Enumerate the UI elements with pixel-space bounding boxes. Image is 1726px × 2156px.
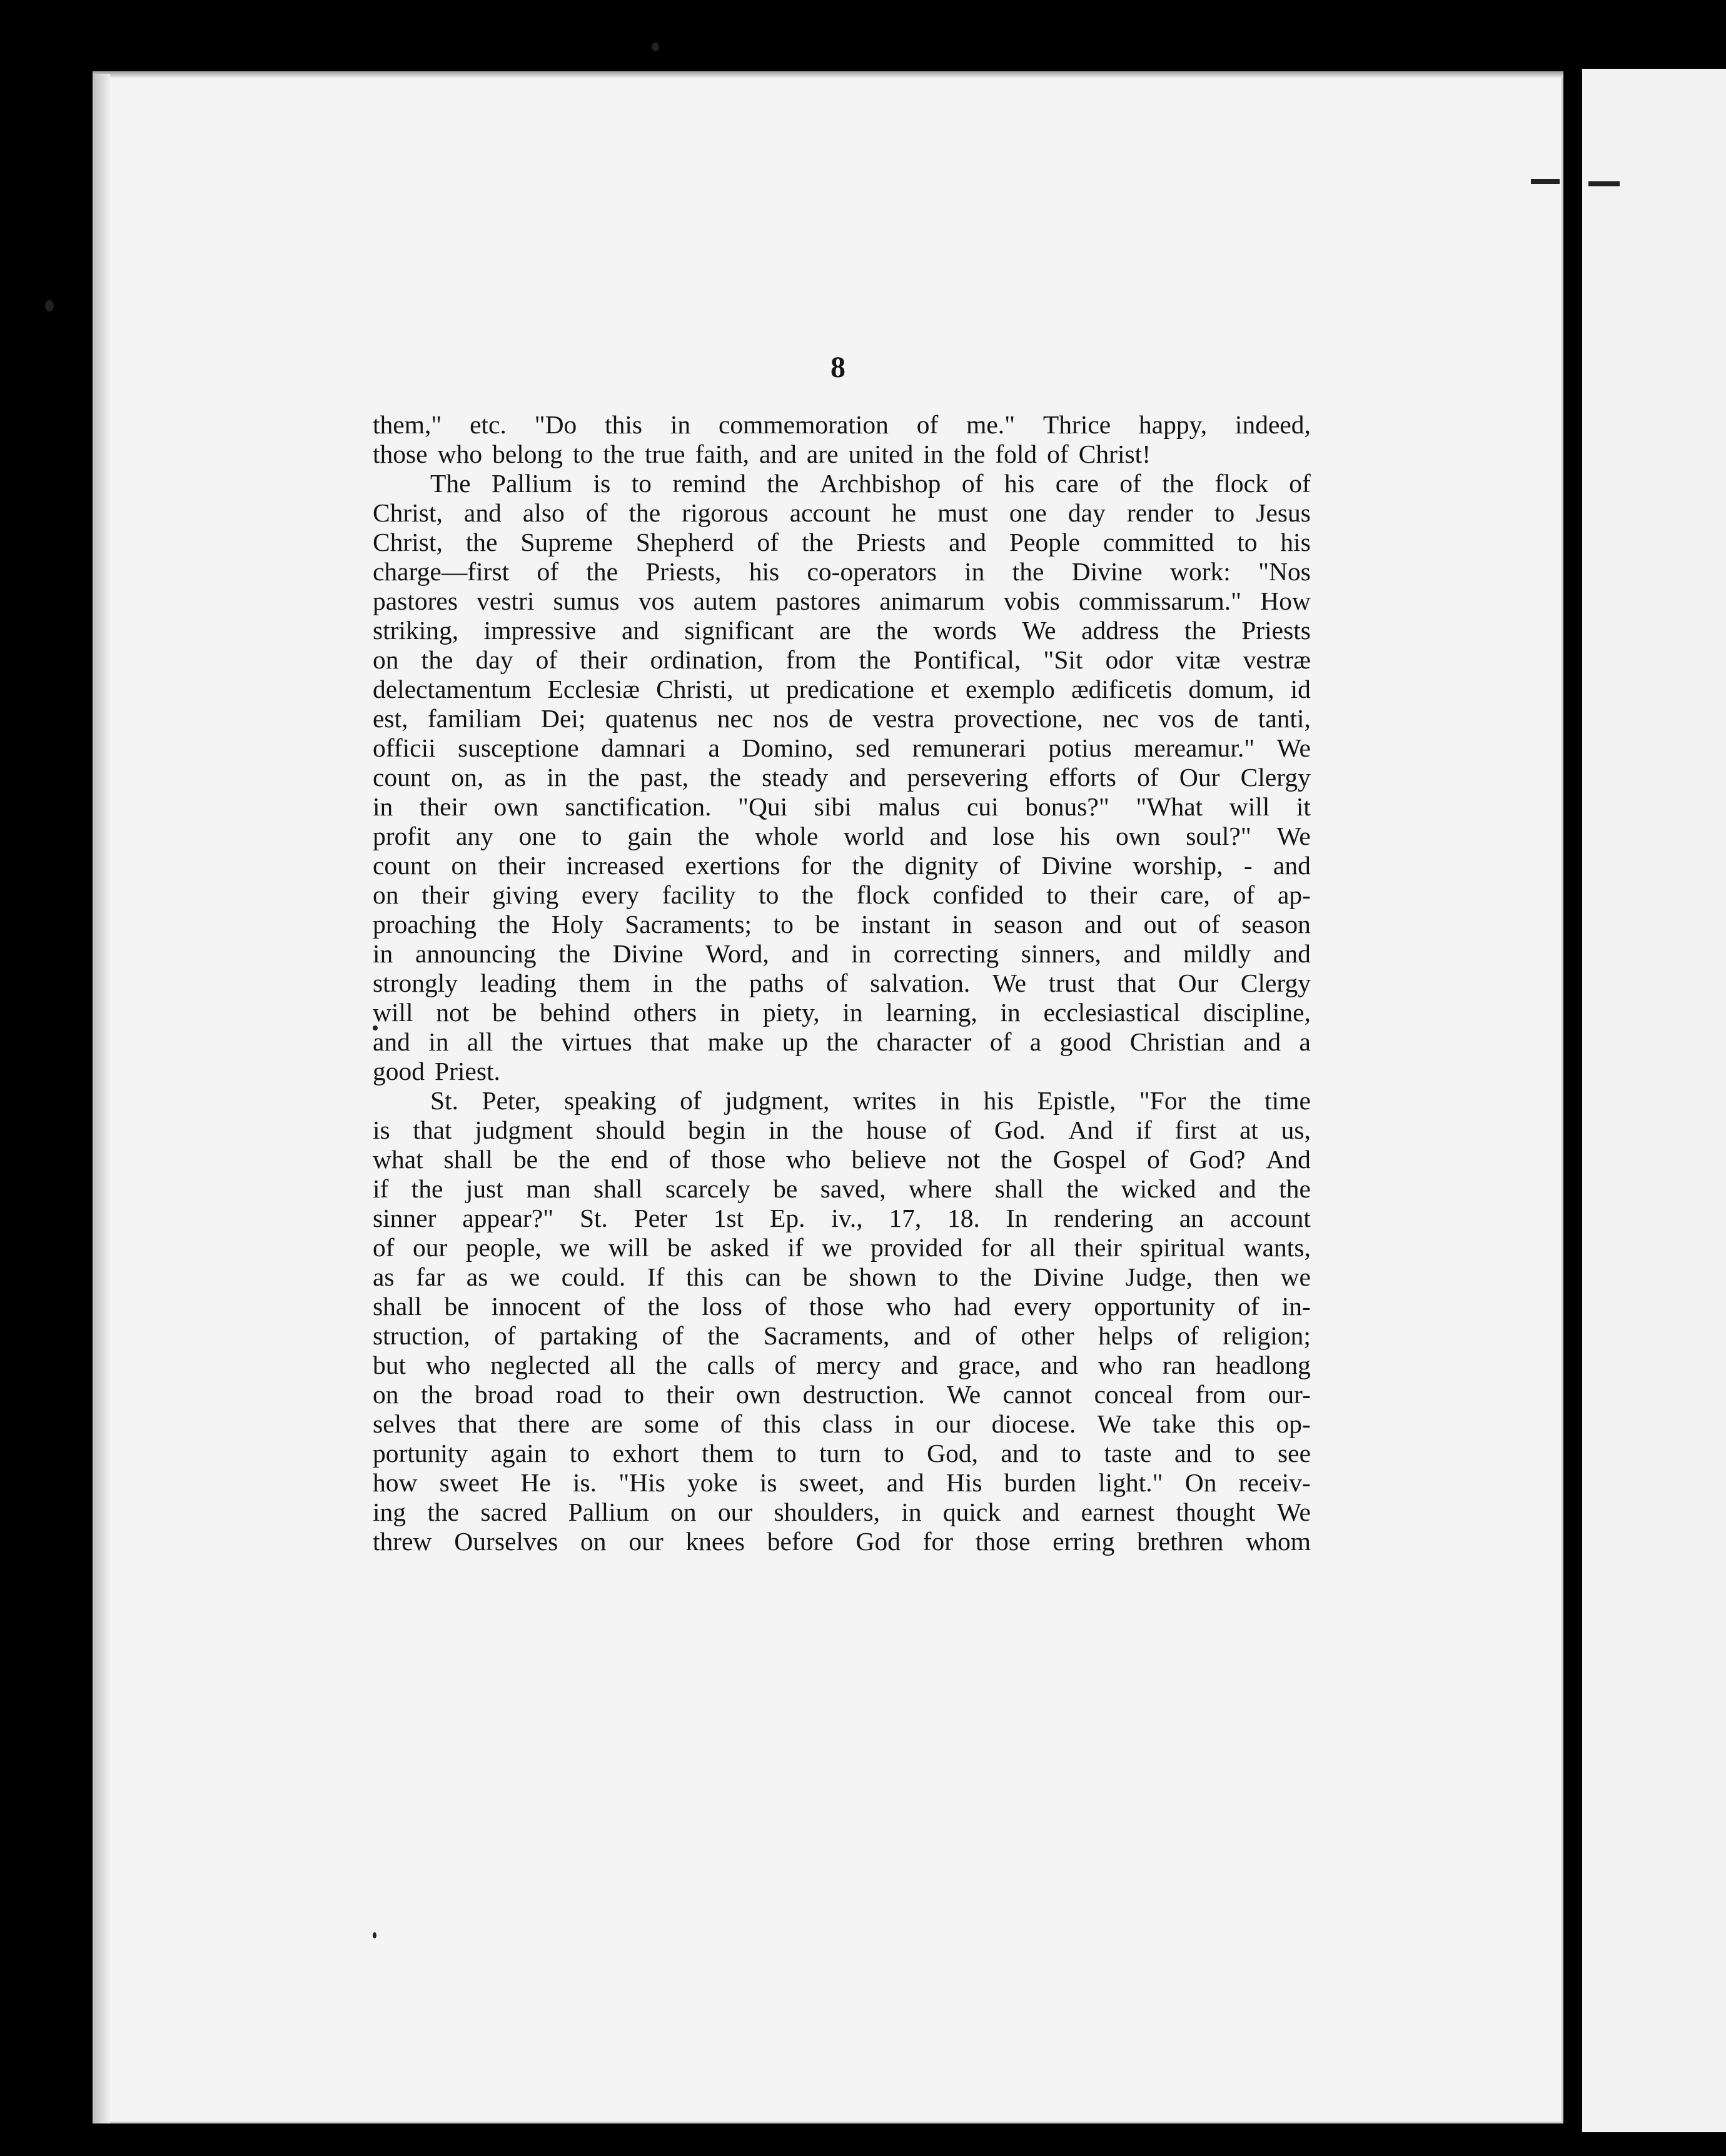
text-line: St. Peter, speaking of judgment, writes in his Epistle, "For the time bbox=[430, 1086, 1311, 1115]
text-line: those who belong to the true faith, and are united in the fold of Christ! bbox=[373, 440, 1151, 468]
scan-speck bbox=[652, 43, 659, 51]
text-line: them," etc. "Do this in commemoration of me." Thrice happy, indeed, bbox=[373, 410, 1311, 439]
text-line: est, familiam Dei; quatenus nec nos de vestra provectione, nec vos de tanti, bbox=[373, 704, 1311, 733]
adjacent-page-mark bbox=[1588, 181, 1620, 186]
page-top-edge bbox=[93, 71, 1563, 78]
text-line: portunity again to exhort them to turn to God, and to taste and to see bbox=[373, 1439, 1311, 1468]
text-line: ing the sacred Pallium on our shoulders, in quick and earnest thought We bbox=[373, 1498, 1311, 1526]
page-left-edge bbox=[93, 74, 110, 2123]
text-line: proaching the Holy Sacraments; to be instant in season and out of season bbox=[373, 910, 1311, 939]
scan-speck bbox=[373, 1932, 376, 1938]
text-line: count on their increased exertions for the dignity of Divine worship, - and bbox=[373, 851, 1311, 880]
page-edge-mark bbox=[1531, 179, 1560, 184]
page-number: 8 bbox=[830, 351, 845, 384]
text-line: what shall be the end of those who believe not the Gospel of God? And bbox=[373, 1145, 1311, 1174]
text-line: and in all the virtues that make up the character of a good Christian and a bbox=[373, 1027, 1311, 1056]
text-line: is that judgment should begin in the house of God. And if first at us, bbox=[373, 1116, 1311, 1144]
text-line: but who neglected all the calls of mercy and grace, and who ran headlong bbox=[373, 1351, 1311, 1379]
text-line: selves that there are some of this class in our diocese. We take this op- bbox=[373, 1409, 1311, 1438]
body-text bbox=[373, 410, 1311, 1556]
text-line: on the day of their ordination, from the Pontifical, "Sit odor vitæ vestræ bbox=[373, 645, 1311, 674]
text-line: in announcing the Divine Word, and in correcting sinners, and mildly and bbox=[373, 939, 1311, 968]
text-line: pastores vestri sumus vos autem pastores animarum vobis commissarum." How bbox=[373, 587, 1311, 615]
text-line: Christ, the Supreme Shepherd of the Priests and People committed to his bbox=[373, 528, 1311, 557]
text-line: if the just man shall scarcely be saved, where shall the wicked and the bbox=[373, 1174, 1311, 1203]
text-line: how sweet He is. "His yoke is sweet, and His burden light." On receiv- bbox=[373, 1468, 1311, 1497]
text-line: shall be innocent of the loss of those who had every opportunity of in- bbox=[373, 1292, 1311, 1321]
text-line: The Pallium is to remind the Archbishop of his care of the flock of bbox=[430, 469, 1311, 498]
text-line: Christ, and also of the rigorous account he must one day render to Jesus bbox=[373, 498, 1311, 527]
text-line: sinner appear?" St. Peter 1st Ep. iv., 17, 18. In rendering an account bbox=[373, 1204, 1311, 1232]
text-line: on the broad road to their own destruction. We cannot conceal from our- bbox=[373, 1380, 1311, 1409]
adjacent-page-edge bbox=[1582, 69, 1726, 2132]
text-line: strongly leading them in the paths of salvation. We trust that Our Clergy bbox=[373, 969, 1311, 997]
text-line: as far as we could. If this can be shown to the Divine Judge, then we bbox=[373, 1262, 1311, 1291]
text-line: good Priest. bbox=[373, 1057, 500, 1086]
text-line: charge—first of the Priests, his co-operators in the Divine work: "Nos bbox=[373, 557, 1311, 586]
text-line: struction, of partaking of the Sacraments, and of other helps of religion; bbox=[373, 1321, 1311, 1350]
text-line: count on, as in the past, the steady and persevering efforts of Our Clergy bbox=[373, 763, 1311, 792]
text-line: threw Ourselves on our knees before God for those erring brethren whom bbox=[373, 1527, 1311, 1556]
text-line: striking, impressive and significant are the words We address the Priests bbox=[373, 616, 1311, 645]
text-line: in their own sanctification. "Qui sibi malus cui bonus?" "What will it bbox=[373, 792, 1311, 821]
text-line: of our people, we will be asked if we provided for all their spiritual wants, bbox=[373, 1233, 1311, 1262]
text-line: delectamentum Ecclesiæ Christi, ut predicatione et exemplo ædificetis domum, id bbox=[373, 675, 1311, 703]
scan-speck bbox=[45, 300, 54, 311]
text-line: will not be behind others in piety, in learning, in ecclesiastical discipline, bbox=[373, 998, 1311, 1027]
text-line: profit any one to gain the whole world and lose his own soul?" We bbox=[373, 822, 1311, 850]
text-line: on their giving every facility to the flock confided to their care, of ap- bbox=[373, 880, 1311, 909]
text-line: officii susceptione damnari a Domino, sed remunerari potius mereamur." We bbox=[373, 733, 1311, 762]
